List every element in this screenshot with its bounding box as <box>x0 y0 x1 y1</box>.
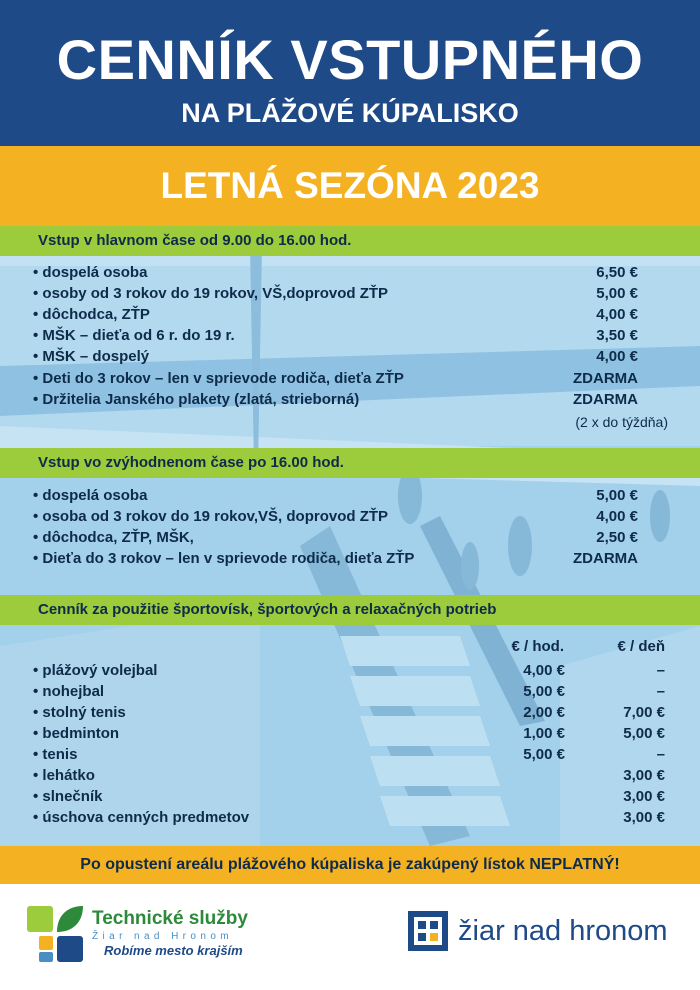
price-row <box>33 325 665 346</box>
price-label: • osoby od 3 rokov do 19 rokov, VŠ,doprovod ZŤP <box>33 285 389 302</box>
price-day: – <box>656 683 665 700</box>
price-label: • osoba od 3 rokov do 19 rokov,VŠ, doprovod ZŤP <box>33 508 389 525</box>
price-row <box>33 765 665 786</box>
price-value: 4,00 € <box>596 306 638 323</box>
price-label: • dôchodca, ZŤP, MŠK, <box>33 529 194 546</box>
price-row <box>33 485 665 506</box>
price-label: • nohejbal <box>33 683 105 700</box>
price-day: – <box>656 746 665 763</box>
price-label: • dospelá osoba <box>33 487 148 504</box>
season-banner: LETNÁ SEZÓNA 2023 <box>0 146 700 226</box>
ts-city: Žiar nad Hronom <box>92 931 234 942</box>
price-row <box>33 389 665 410</box>
price-value: 3,50 € <box>596 327 638 344</box>
price-row <box>33 660 665 681</box>
price-hour: 4,00 € <box>523 662 565 679</box>
price-row <box>33 702 665 723</box>
price-value: 5,00 € <box>596 285 638 302</box>
price-hour: 1,00 € <box>523 725 565 742</box>
price-label: • dôchodca, ZŤP <box>33 306 150 323</box>
price-row <box>33 304 665 325</box>
price-value: 5,00 € <box>596 487 638 504</box>
price-day: 3,00 € <box>623 788 665 805</box>
column-header-hour: € / hod. <box>511 638 564 655</box>
ts-slogan: Robíme mesto krajším <box>104 943 243 958</box>
price-row <box>33 681 665 702</box>
price-label: • bedminton <box>33 725 120 742</box>
ticket-validity-warning: Po opustení areálu plážového kúpaliska je zakúpený lístok NEPLATNÝ! <box>0 846 700 884</box>
price-day: – <box>656 662 665 679</box>
section-heading-discount-time: Vstup vo zvýhodnenom čase po 16.00 hod. <box>0 448 700 478</box>
price-label: • MŠK – dieťa od 6 r. do 19 r. <box>33 327 235 344</box>
price-row <box>33 807 665 828</box>
page-subtitle: NA PLÁŽOVÉ KÚPALISKO <box>181 98 519 128</box>
city-name: žiar nad hronom <box>458 915 668 947</box>
price-row <box>33 262 665 283</box>
price-row <box>33 527 665 548</box>
price-label: • tenis <box>33 746 78 763</box>
footer <box>0 884 700 990</box>
price-row <box>33 786 665 807</box>
price-day: 7,00 € <box>623 704 665 721</box>
price-note: (2 x do týždňa) <box>575 414 668 430</box>
price-label: • stolný tenis <box>33 704 126 721</box>
price-hour: 2,00 € <box>523 704 565 721</box>
header-banner <box>0 0 700 146</box>
price-hour: 5,00 € <box>523 746 565 763</box>
price-label: • lehátko <box>33 767 95 784</box>
price-label: • dospelá osoba <box>33 264 148 281</box>
price-value: ZDARMA <box>573 391 638 408</box>
price-value: ZDARMA <box>573 550 638 567</box>
section-heading-main-time: Vstup v hlavnom čase od 9.00 do 16.00 hod. <box>0 226 700 256</box>
column-header-day: € / deň <box>617 638 665 655</box>
price-day: 3,00 € <box>623 809 665 826</box>
price-value: 6,50 € <box>596 264 638 281</box>
price-label: • plážový volejbal <box>33 662 158 679</box>
section-heading-sports: Cenník za použitie športovísk, športových a relaxačných potrieb <box>0 595 700 625</box>
price-label: • slnečník <box>33 788 103 805</box>
price-label: • úschova cenných predmetov <box>33 809 250 826</box>
price-day: 5,00 € <box>623 725 665 742</box>
price-hour: 5,00 € <box>523 683 565 700</box>
page-title: CENNÍK VSTUPNÉHO <box>56 28 644 91</box>
price-label: • Držitelia Janského plakety (zlatá, strieborná) <box>33 391 360 408</box>
price-row <box>33 506 665 527</box>
price-value: ZDARMA <box>573 370 638 387</box>
price-label: • MŠK – dospelý <box>33 348 150 365</box>
price-row <box>33 744 665 765</box>
price-value: 4,00 € <box>596 348 638 365</box>
price-row <box>33 548 665 569</box>
price-row <box>33 346 665 367</box>
price-row <box>33 723 665 744</box>
price-label: • Dieťa do 3 rokov – len v sprievode rodiča, dieťa ZŤP <box>33 550 415 567</box>
ts-name: Technické služby <box>92 908 248 929</box>
price-row <box>33 283 665 304</box>
price-value: 2,50 € <box>596 529 638 546</box>
technicke-sluzby-logo-icon <box>25 904 85 964</box>
price-label: • Deti do 3 rokov – len v sprievode rodiča, dieťa ZŤP <box>33 370 404 387</box>
price-day: 3,00 € <box>623 767 665 784</box>
price-value: 4,00 € <box>596 508 638 525</box>
price-row <box>33 368 665 389</box>
ziar-nad-hronom-logo-icon <box>408 911 448 951</box>
